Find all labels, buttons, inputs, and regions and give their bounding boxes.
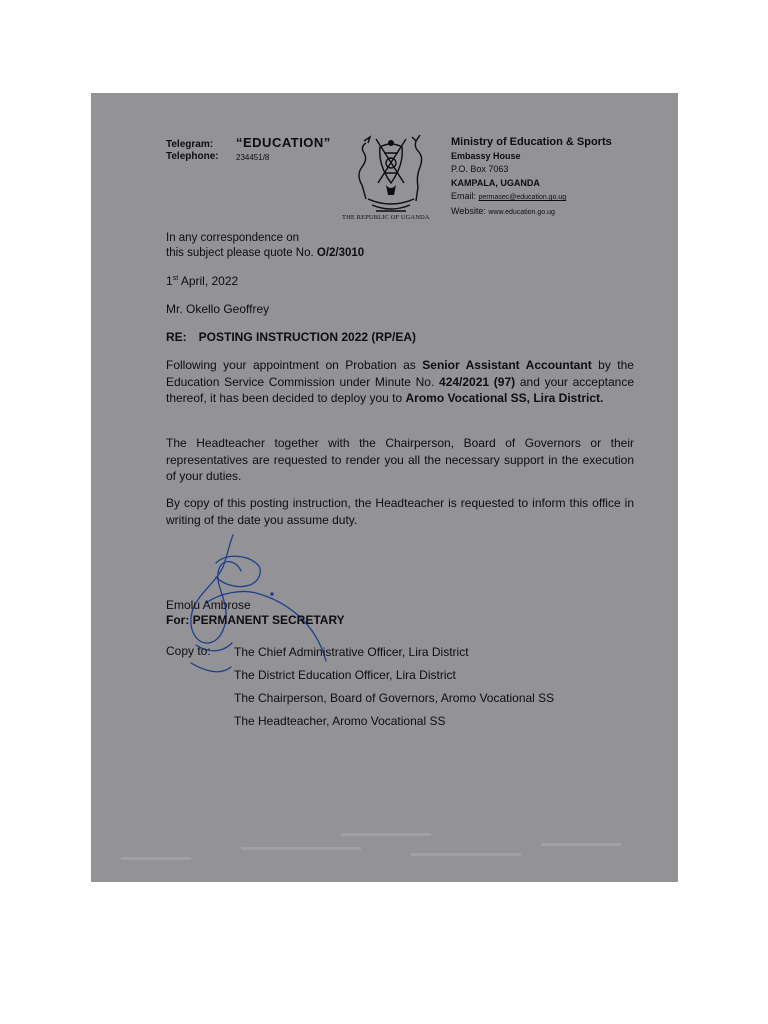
paragraph-support: The Headteacher together with the Chairperson, Board of Governors or their representatives are requested to render you all the necessary support in the execution of your duties. <box>166 436 634 483</box>
email-label: Email: <box>451 191 477 202</box>
scan-smudge <box>91 813 678 882</box>
paragraph-appointment: Following your appointment on Probation as Senior Assistant Accountant by the Education Service Commission under Minute No. 424/2021 (97) and your acceptance thereof, it has been decided to deploy you to Aromo Vocational SS, Lira District. <box>166 358 635 405</box>
subject-line: RE: POSTING INSTRUCTION 2022 (RP/EA) <box>166 330 417 344</box>
deployment-school: Aromo Vocational SS, Lira District. <box>405 391 604 405</box>
minute-number: 424/2021 (97) <box>439 374 516 389</box>
reference-number: O/2/3010 <box>316 246 365 259</box>
ministry-website <box>451 205 612 220</box>
ministry-city: KAMPALA, UGANDA <box>451 177 540 188</box>
paragraph-report: By copy of this posting instruction, the Headteacher is requested to inform this office in writing of the date you assume duty. <box>166 496 634 527</box>
copy-recipient: The Chairperson, Board of Governors, Aromo Vocational SS <box>234 691 555 705</box>
signatory-block <box>166 598 345 627</box>
ministry-name: Ministry of Education & Sports <box>451 136 612 148</box>
reference-block <box>166 231 364 260</box>
signatory-title: For: PERMANENT SECRETARY <box>166 612 345 627</box>
subject-title: POSTING INSTRUCTION 2022 (RP/EA) <box>198 330 417 344</box>
ministry-building: Embassy House <box>451 150 521 161</box>
copy-recipient: The Headteacher, Aromo Vocational SS <box>234 714 446 728</box>
ministry-email <box>451 190 612 205</box>
telegram-label: Telegram: <box>166 139 214 150</box>
letter-date: 1st April, 2022 <box>166 274 239 288</box>
reference-line-1: In any correspondence on <box>166 232 299 244</box>
website-label: Website: <box>451 205 486 216</box>
telephone-value: 234451/8 <box>236 153 270 162</box>
uganda-coat-of-arms-icon <box>346 133 436 223</box>
addressee: Mr. Okello Geoffrey <box>166 302 270 316</box>
copy-to-label: Copy to: <box>166 644 211 658</box>
position-title: Senior Assistant Accountant <box>422 358 592 372</box>
copy-to-list <box>234 641 554 733</box>
copy-recipient: The Chief Administrative Officer, Lira District <box>234 645 469 659</box>
telephone-label: Telephone: <box>166 151 219 162</box>
signatory-name: Emolu Ambrose <box>166 598 251 612</box>
ministry-po-box: P.O. Box 7063 <box>451 164 509 175</box>
reference-line-2: this subject please quote No. O/2/3010 <box>166 246 365 259</box>
telegram-value: “EDUCATION” <box>236 135 331 150</box>
website-link[interactable]: www.education.go.ug <box>488 208 555 216</box>
ministry-address-block <box>451 136 612 220</box>
crest-caption: THE REPUBLIC OF UGANDA <box>342 214 430 221</box>
copy-recipient: The District Education Officer, Lira District <box>234 668 456 682</box>
email-link[interactable]: permasec@education.go.ug <box>478 194 567 202</box>
letter-page <box>91 93 678 882</box>
